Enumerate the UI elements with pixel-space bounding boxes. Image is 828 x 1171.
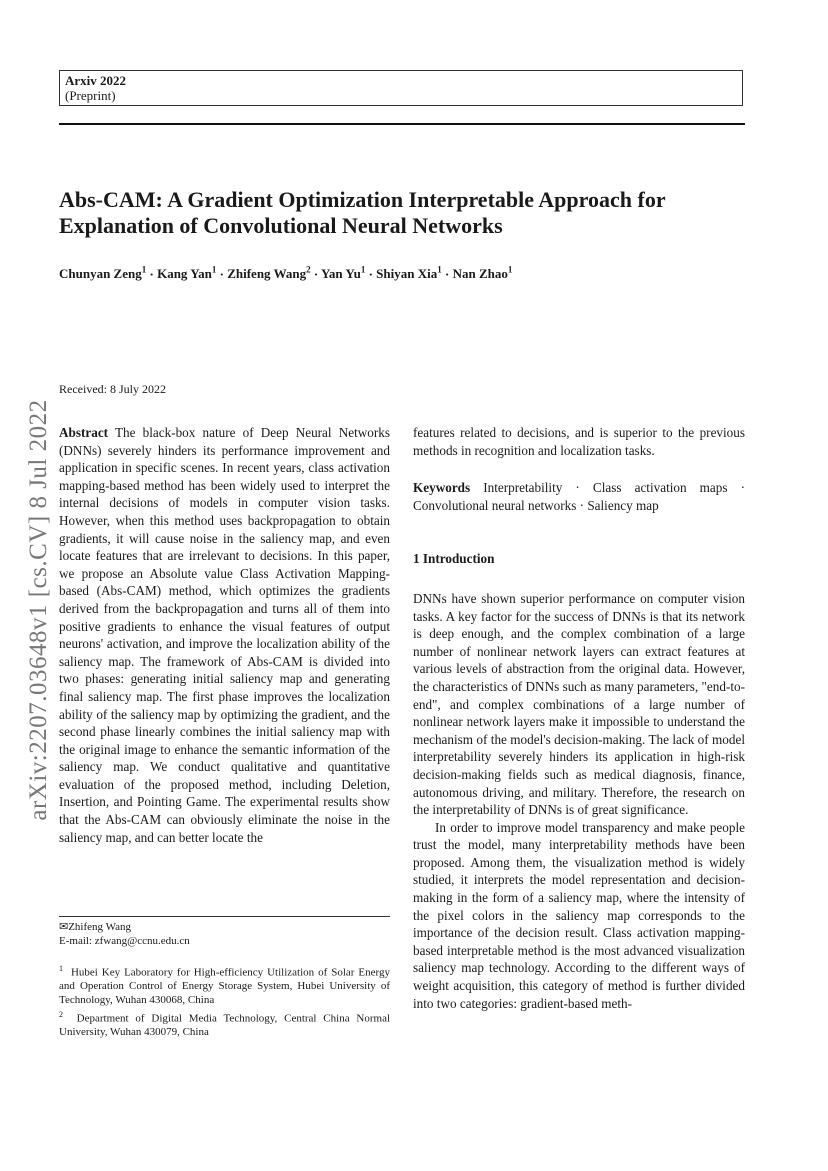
affiliation-2 <box>59 1008 390 1040</box>
author-affiliation-mark: 1 <box>507 265 513 275</box>
journal-name: Arxiv 2022 <box>65 73 127 88</box>
footnote-rule <box>59 916 390 917</box>
author-name: Zhifeng Wang$^2$ <box>227 265 311 282</box>
affiliation-1-mark: 1 <box>59 964 63 974</box>
author-list <box>59 261 559 283</box>
abstract-text: The black-box nature of Deep Neural Networks (DNNs) severely hinders its performance improvement and application in specific scenes. In recent years, class activation mapping-based method has been widely used to interpret the internal decisions of models in computer vision tasks. However, when this method uses backpropagation to obtain gradients, it will cause noise in the saliency map, and even locate features that are irrelevant to decisions. In this paper, we propose an Absolute value Class Activation Mapping-based (Abs-CAM) method, which optimizes the gradients derived from the backpropagation and turns all of them into positive gradients to enhance the visual features of output neurons' activation, and improve the localization ability of the saliency map. The framework of Abs-CAM is divided into two phases: generating initial saliency map and generating final saliency map. The first phase improves the localization ability of the saliency map by optimizing the gradient, and the second phase linearly combines the initial saliency map with the original image to enhance the semantic information of the saliency map. We conduct qualitative and quantitative evaluation of the proposed method, including Deletion, Insertion, and Pointing Game. The experimental results show that the Abs-CAM can obviously eliminate the noise in the saliency map, and can better locate the <box>59 425 390 845</box>
journal-header-box <box>59 70 743 106</box>
author-separator: · <box>216 266 228 282</box>
abstract-paragraph <box>59 424 390 846</box>
left-column <box>59 424 390 846</box>
author-name: Chunyan Zeng$^1$ <box>59 265 147 282</box>
author-name: Yan Yu$^1$ <box>320 265 366 282</box>
author-separator: · <box>146 266 158 282</box>
affiliation-1-text: Hubei Key Laboratory for High-efficiency Utilization of Solar Energy and Operation Control of Energy Storage System, Hubei University of Technology, Wuhan 430068, China <box>59 966 391 1007</box>
corresponding-author: ✉Zhifeng Wang <box>59 921 131 933</box>
corresponding-email: E-mail: zfwang@ccnu.edu.cn <box>59 934 190 947</box>
abstract-label: Abstract <box>59 425 109 440</box>
author-affiliation-mark: 1 <box>437 265 442 275</box>
section-heading-introduction: 1 Introduction <box>413 551 495 567</box>
author-name: Kang Yan$^1$ <box>157 265 217 282</box>
affiliation-2-mark: 2 <box>59 1009 63 1019</box>
intro-paragraph-1: DNNs have shown superior performance on computer vision tasks. A key factor for the success of DNNs is that its network is deep enough, and the complex combination of a large number of nonlinear network layers can extract features at various levels of abstraction from the original data. However, the characteristics of DNNs such as many parameters, "end-to-end", and complex combinations of a large number of nonlinear network layers make it impossible to understand the mechanism of the model's decision-making. The lack of model interpretability severely hinders its application in high-risk decision-making fields such as medical diagnosis, finance, autonomous driving, and military. Therefore, the research on the interpretability of DNNs is of great significance. <box>413 590 745 818</box>
author-affiliation-mark: 2 <box>306 265 311 275</box>
author-separator: · <box>310 266 321 282</box>
author-separator: · <box>441 266 453 282</box>
arxiv-identifier <box>17 380 61 840</box>
arxiv-identifier-text: arXiv:2207.03648v1 [cs.CV] 8 Jul 2022 <box>25 399 52 821</box>
affiliation-2-text: Department of Digital Media Technology, Central China Normal University, Wuhan 430079, China <box>59 1012 391 1038</box>
keywords-label: Keywords <box>413 480 471 496</box>
intro-paragraph-2: In order to improve model transparency and make people trust the model, many interpretability methods have been proposed. Among them, the visualization method is widely studied, it interprets the model representation and decision-making in the form of a saliency map, where the intensity of the pixel colors in the saliency map corresponds to the importance of the decision result. Class activation mapping-based interpretable method is the most advanced visualization saliency map technology. According to the different ways of weight acquisition, this category of method is further divided into two categories: gradient-based meth- <box>413 819 745 1011</box>
author-affiliation-mark: 1 <box>211 265 217 275</box>
author-separator: · <box>365 266 377 282</box>
author-name: Shiyan Xia$^1$ <box>376 265 442 282</box>
author-affiliation-mark: 1 <box>141 265 147 275</box>
received-date: Received: 8 July 2022 <box>59 382 166 396</box>
keywords-paragraph <box>413 479 745 514</box>
abstract-continuation: features related to decisions, and is superior to the previous methods in recognition and localization tasks. <box>413 425 745 458</box>
paper-title: Abs-CAM: A Gradient Optimization Interpretable Approach for Explanation of Convolutional Neural Networks <box>59 187 666 238</box>
affiliation-1 <box>59 962 390 1007</box>
header-rule <box>59 123 745 125</box>
keywords-text: Interpretability · Class activation maps · Convolutional neural networks · Saliency map <box>413 480 745 513</box>
author-name: Nan Zhao$^1$ <box>452 265 513 282</box>
footnotes <box>59 921 390 1039</box>
author-affiliation-mark: 1 <box>360 265 366 275</box>
preprint-status: (Preprint) <box>65 88 116 103</box>
right-column <box>413 424 745 1012</box>
